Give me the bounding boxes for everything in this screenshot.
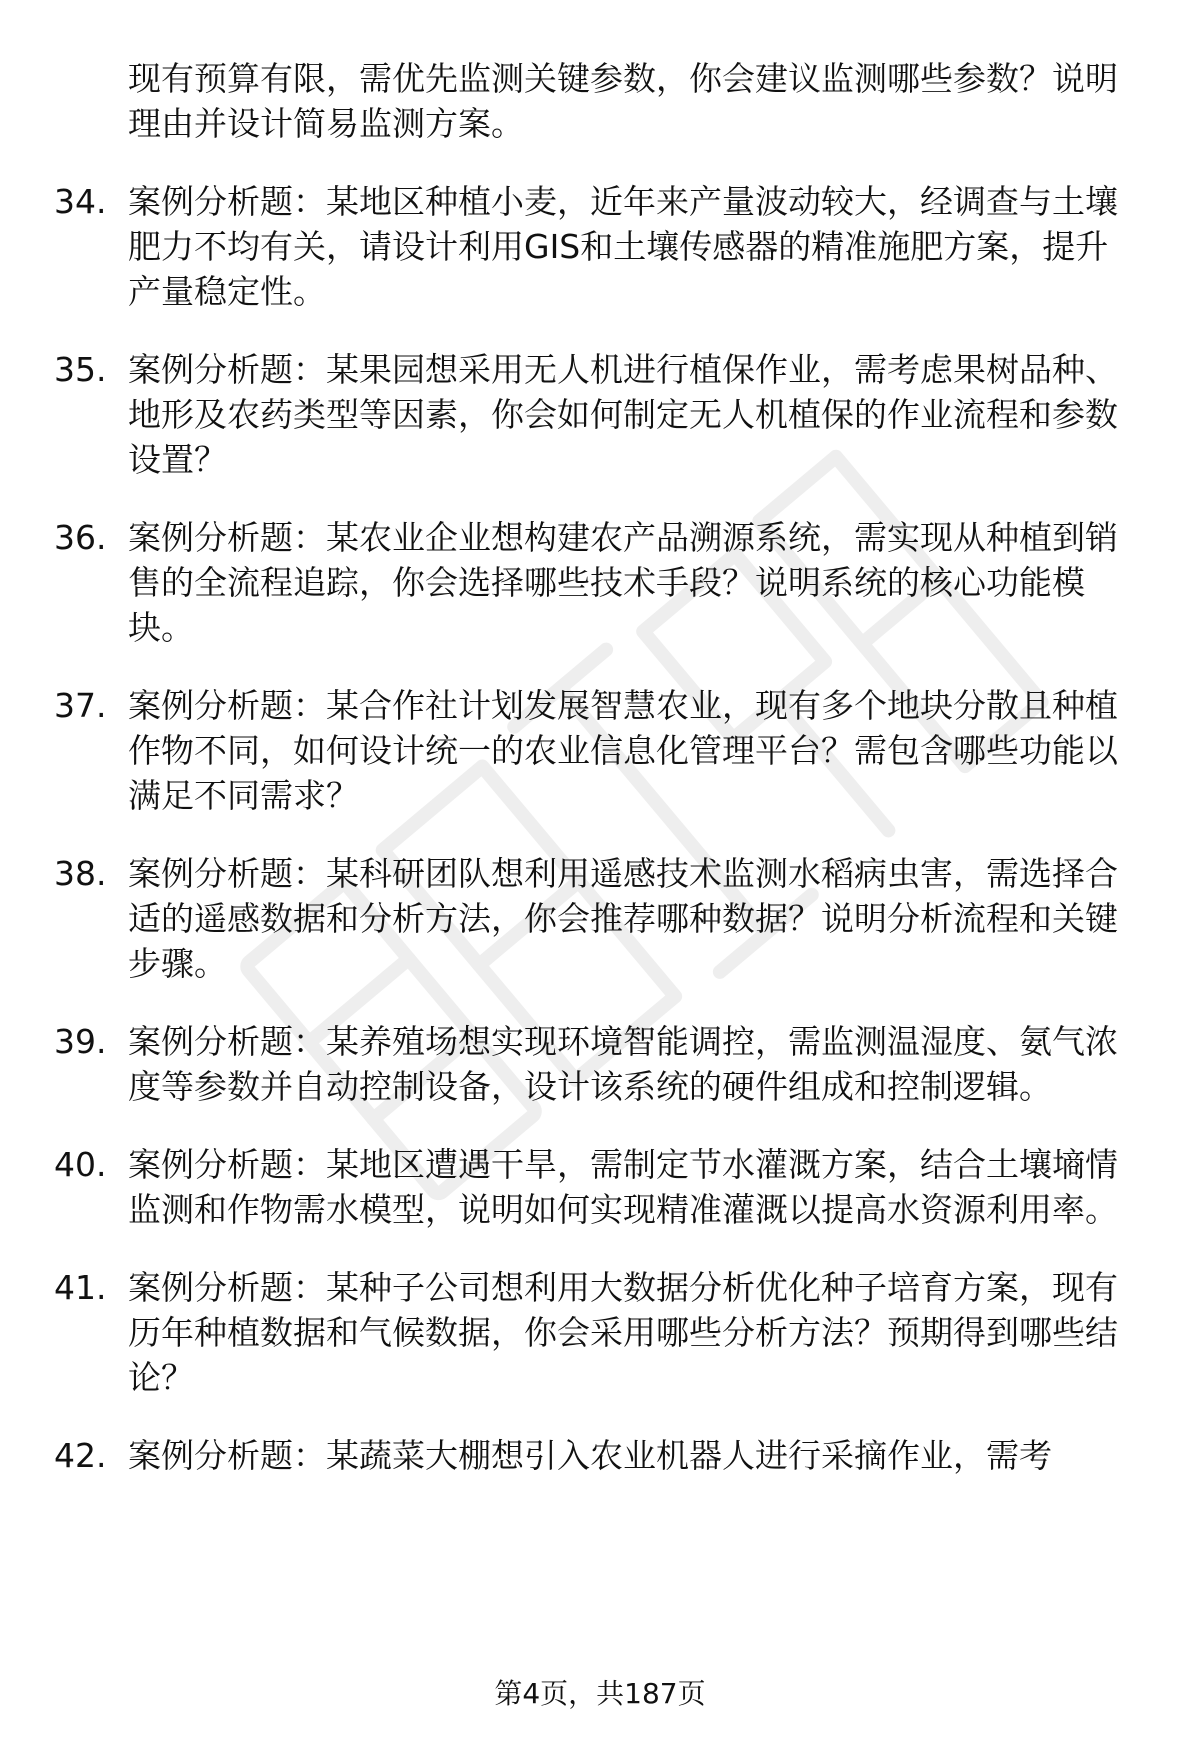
question-number: 34. [54, 182, 107, 221]
question-number: 42. [54, 1436, 107, 1475]
question-text: 案例分析题：某养殖场想实现环境智能调控，需监测温湿度、氨气浓度等参数并自动控制设备，设计该系统的硬件组成和控制逻辑。 [128, 1022, 1118, 1106]
page-footer: 第4页，共187页 [494, 1677, 706, 1710]
list-item [0, 179, 1200, 314]
question-text: 案例分析题：某种子公司想利用大数据分析优化种子培育方案，现有历年种植数据和气候数据，你会采用哪些分析方法？预期得到哪些结论？ [128, 1268, 1118, 1397]
question-number: 38. [54, 854, 107, 893]
question-text: 案例分析题：某地区种植小麦，近年来产量波动较大，经调查与土壤肥力不均有关，请设计利用GIS和土壤传感器的精准施肥方案，提升产量稳定性。 [128, 182, 1118, 311]
list-item [0, 1142, 1200, 1232]
list-item [0, 683, 1200, 818]
list-item [0, 347, 1200, 482]
list-item [0, 515, 1200, 650]
question-list [0, 56, 1200, 1511]
list-item [0, 1433, 1200, 1478]
question-number: 40. [54, 1145, 107, 1184]
question-text: 案例分析题：某果园想采用无人机进行植保作业，需考虑果树品种、地形及农药类型等因素，你会如何制定无人机植保的作业流程和参数设置？ [128, 350, 1118, 479]
question-number: 36. [54, 518, 107, 557]
list-item [0, 1265, 1200, 1400]
previous-question-continuation: 现有预算有限，需优先监测关键参数，你会建议监测哪些参数？说明理由并设计简易监测方案。 [128, 59, 1118, 143]
list-item [0, 851, 1200, 986]
question-number: 39. [54, 1022, 107, 1061]
question-text: 案例分析题：某地区遭遇干旱，需制定节水灌溉方案，结合土壤墒情监测和作物需水模型，说明如何实现精准灌溉以提高水资源利用率。 [128, 1145, 1118, 1229]
question-text: 案例分析题：某合作社计划发展智慧农业，现有多个地块分散且种植作物不同，如何设计统一的农业信息化管理平台？需包含哪些功能以满足不同需求？ [128, 686, 1118, 815]
question-number: 35. [54, 350, 107, 389]
question-number: 37. [54, 686, 107, 725]
question-text: 案例分析题：某科研团队想利用遥感技术监测水稻病虫害，需选择合适的遥感数据和分析方法，你会推荐哪种数据？说明分析流程和关键步骤。 [128, 854, 1118, 983]
question-number: 41. [54, 1268, 107, 1307]
list-item [0, 1019, 1200, 1109]
question-text: 案例分析题：某蔬菜大棚想引入农业机器人进行采摘作业，需考 [128, 1436, 1052, 1475]
question-text: 案例分析题：某农业企业想构建农产品溯源系统，需实现从种植到销售的全流程追踪，你会选择哪些技术手段？说明系统的核心功能模块。 [128, 518, 1118, 647]
